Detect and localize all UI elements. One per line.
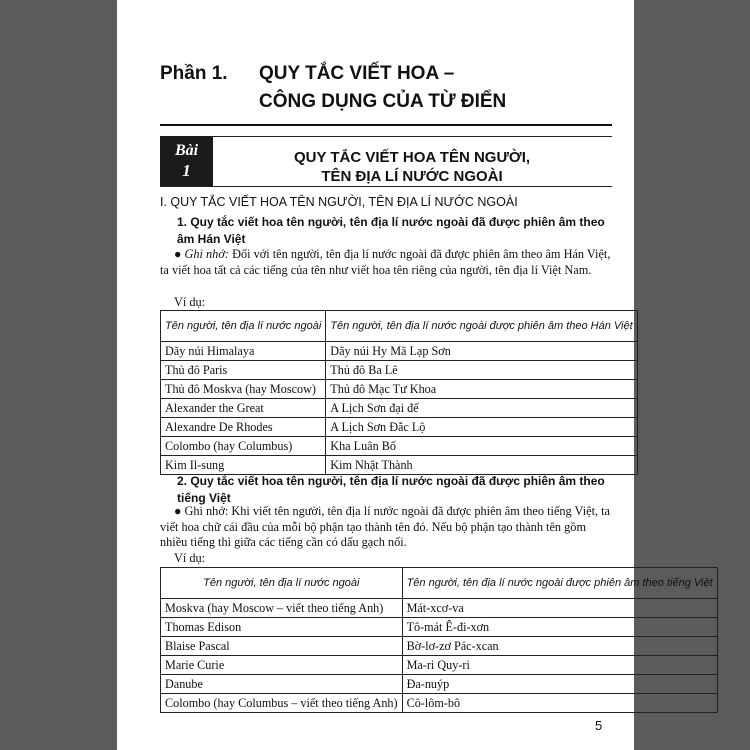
- table-cell: Kim Il-sung: [161, 456, 326, 475]
- rule1-heading: 1. Quy tắc viết hoa tên người, tên địa lí nước ngoài đã được phiên âm theo âm Hán Việt: [177, 215, 605, 246]
- table-cell: Thủ đô Paris: [161, 361, 326, 380]
- lesson-bottom-rule: [160, 186, 612, 187]
- table-cell: A Lịch Sơn đại đế: [326, 399, 637, 418]
- table-cell: Colombo (hay Columbus): [161, 437, 326, 456]
- table-header-cell: Tên người, tên địa lí nước ngoài được phiên âm theo tiếng Việt: [402, 568, 717, 599]
- table-cell: Dãy núi Hy Mã Lạp Sơn: [326, 342, 637, 361]
- table-row: [161, 637, 718, 656]
- table-cell: Thủ đô Mạc Tư Khoa: [326, 380, 637, 399]
- table-row: [161, 675, 718, 694]
- table-cell: Blaise Pascal: [161, 637, 403, 656]
- rule2-note: ● Ghi nhớ: Khi viết tên người, tên địa lí nước ngoài đã được phiên âm theo tiếng Việt, ta viết hoa chữ cái đầu của mỗi bộ phận tạo thành tên đó. Nếu bộ phận tạo thành tên gồm nhiều tiếng thì giữa các tiếng cần có dấu gạch nối.: [160, 504, 611, 549]
- table-cell: Alexandre De Rhodes: [161, 418, 326, 437]
- table-cell: Cô-lôm-bô: [402, 694, 717, 713]
- table-row: [161, 380, 638, 399]
- part-title-line-1: QUY TẮC VIẾT HOA –: [259, 63, 455, 84]
- lesson-top-rule: [213, 136, 612, 137]
- rule2-note-text: Khi viết tên người, tên địa lí nước ngoài đã được phiên âm theo tiếng Việt, ta viết hoa chữ cái đầu của mỗi bộ phận tạo thành tên đó. Nếu bộ phận tạo thành tên gồm nhiều tiếng thì giữa các tiếng cần có dấu gạch nối.: [160, 504, 611, 549]
- table-row: [161, 342, 638, 361]
- book-page: [117, 0, 713, 750]
- rule2-example-label: Ví dụ:: [174, 551, 206, 565]
- table-cell: Mát-xcơ-va: [402, 599, 717, 618]
- lesson-title-line-2: TÊN ĐỊA LÍ NƯỚC NGOÀI: [321, 168, 503, 185]
- table-cell: Colombo (hay Columbus – viết theo tiếng Anh): [161, 694, 403, 713]
- rule2-heading: 2. Quy tắc viết hoa tên người, tên địa lí nước ngoài đã được phiên âm theo tiếng Việt: [177, 474, 605, 505]
- left-dark-margin: [0, 0, 117, 750]
- table-row: [161, 456, 638, 475]
- table-cell: Thomas Edison: [161, 618, 403, 637]
- section-heading: I. QUY TẮC VIẾT HOA TÊN NGƯỜI, TÊN ĐỊA LÍ NƯỚC NGOÀI: [160, 195, 518, 209]
- rule1-note-label: Ghi nhớ:: [184, 247, 229, 261]
- table-row: [161, 694, 718, 713]
- table-row: [161, 399, 638, 418]
- table-cell: Thủ đô Ba Lê: [326, 361, 637, 380]
- table-row: [161, 618, 718, 637]
- lesson-badge-label: Bài: [174, 142, 199, 159]
- table-cell: Ma-ri Quy-ri: [402, 656, 717, 675]
- table-cell: Thủ đô Moskva (hay Moscow): [161, 380, 326, 399]
- table-cell: Kim Nhật Thành: [326, 456, 637, 475]
- table-header-row: [161, 311, 638, 342]
- page-number: 5: [595, 718, 603, 733]
- part-divider: [160, 124, 612, 126]
- lesson-badge-number: 1: [182, 161, 191, 180]
- part-title-line-2: CÔNG DỤNG CỦA TỪ ĐIỂN: [259, 91, 507, 112]
- rule1-note: ● Ghi nhớ: Đối với tên người, tên địa lí nước ngoài đã được phiên âm theo âm Hán Việt, ta viết hoa tất cả các tiếng của tên như viết hoa tên riêng của người, tên địa lí Việt Nam.: [160, 247, 611, 277]
- table-header-cell: Tên người, tên địa lí nước ngoài: [161, 311, 326, 342]
- rule2-table: [160, 567, 718, 713]
- table-cell: Kha Luân Bố: [326, 437, 637, 456]
- table-cell: Moskva (hay Moscow – viết theo tiếng Anh): [161, 599, 403, 618]
- table-cell: Danube: [161, 675, 403, 694]
- table-row: [161, 437, 638, 456]
- table-cell: Đa-nuýp: [402, 675, 717, 694]
- rule1-example-label: Ví dụ:: [174, 295, 206, 309]
- table-cell: Bờ-lơ-zơ Pác-xcan: [402, 637, 717, 656]
- table-header-cell: Tên người, tên địa lí nước ngoài được phiên âm theo Hán Việt: [326, 311, 637, 342]
- table-header-cell: Tên người, tên địa lí nước ngoài: [161, 568, 403, 599]
- table-cell: Dãy núi Himalaya: [161, 342, 326, 361]
- lesson-title-line-1: QUY TẮC VIẾT HOA TÊN NGƯỜI,: [293, 149, 531, 166]
- table-cell: Marie Curie: [161, 656, 403, 675]
- lesson-title: [227, 148, 597, 186]
- table-row: [161, 361, 638, 380]
- rule1-table: [160, 310, 638, 475]
- table-row: [161, 599, 718, 618]
- rule2-note-label: Ghi nhớ:: [184, 504, 229, 518]
- table-row: [161, 656, 718, 675]
- part-label: Phần 1.: [160, 63, 228, 84]
- table-cell: Tô-mát Ê-đi-xơn: [402, 618, 717, 637]
- lesson-badge: [160, 136, 213, 186]
- rule1-note-text: Đối với tên người, tên địa lí nước ngoài đã được phiên âm theo âm Hán Việt, ta viết hoa tất cả các tiếng của tên như viết hoa tên riêng của người, tên địa lí Việt Nam.: [160, 247, 611, 277]
- part-title: [259, 60, 506, 116]
- table-cell: A Lịch Sơn Đắc Lộ: [326, 418, 637, 437]
- table-header-row: [161, 568, 718, 599]
- table-cell: Alexander the Great: [161, 399, 326, 418]
- table-row: [161, 418, 638, 437]
